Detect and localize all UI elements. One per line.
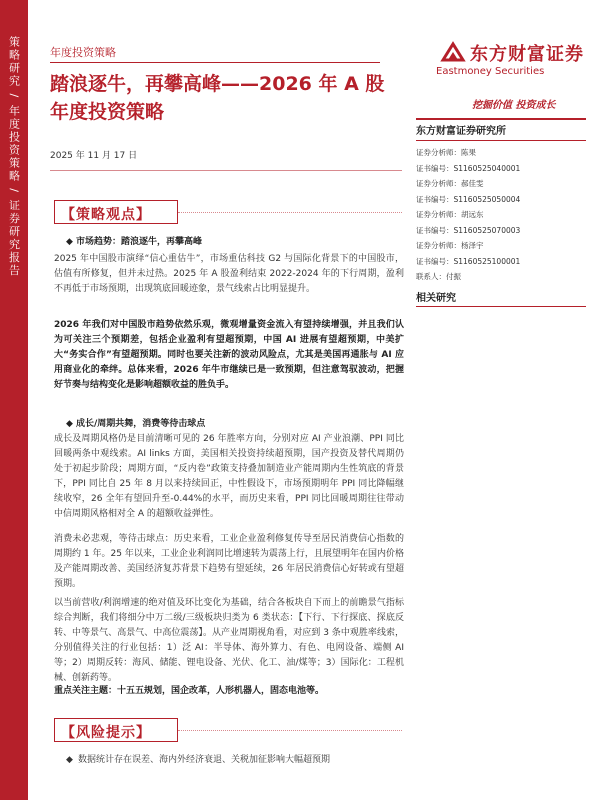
logo-text-cn: 东方财富证券 xyxy=(470,44,584,65)
analyst-cert: 证书编号：S1160525070003 xyxy=(416,225,521,235)
strategy-section-heading: 【策略观点】 xyxy=(54,200,178,224)
bullet-market-trend-text: 市场趋势：踏浪逐牛，再攀高峰 xyxy=(76,237,203,247)
related-research-heading: 相关研究 xyxy=(416,289,586,307)
diamond-bullet-icon: ◆ xyxy=(66,237,73,247)
analyst-cert: 证书编号：S1160525040001 xyxy=(416,163,521,173)
risk-section-rule xyxy=(178,730,402,731)
report-category: 年度投资策略 xyxy=(50,46,116,59)
paragraph-sector-states: 以当前营收/利润增速的绝对值及环比变化为基础，结合各板块自下而上的前瞻景气指标综合判断，我们将细分中万二级/三级板块归类为 6 类状态：【下行、下行探底、探底反转、中等景气、高景气、中高位震荡】。从产业周期视角看，对应到 3 条中观胜率线索，分别值得关注的行业包括：1）泛 AI：半导体、海外算力、有色、电网设备、端侧 AI 等；2）周期反转：海风、储能、锂电设备、光伏、化工、油/煤等；3）国际化：工程机械、创新药等。 xyxy=(54,598,404,683)
risk-item-text: 数据统计存在误差、海内外经济衰退、关税加征影响大幅超预期 xyxy=(78,755,331,765)
paragraph-outlook-2026: 2026 年我们对中国股市趋势依然乐观，微观增量资金流入有望持续增强，并且我们认为可关注三个预期差，包括企业盈利有望超预期，中国 AI 进展有望超预期，中美扩大“务实合作”有望超预期。同时也要关注新的波动风险点，尤其是美国再通胀与 AI 应用商业化的牵绊。总体来看，2026 年牛市继续已是一致预期，但注意驾驭波动，把握好节奏与结构变化是影响超额收益的胜负手。 xyxy=(54,320,404,390)
paragraph-consumption: 消费未必悲观，等待击球点：历史来看，工业企业盈利修复传导至居民消费信心指数的周期约 1 年。25 年以来，工业企业利润同比增速转为震荡上行，且展望明年在国内价格及产能周期改善、美国经济复苏背景下趋势有望延续，26 年居民消费信心好转或有望超预期。 xyxy=(54,534,404,589)
analyst-list xyxy=(416,145,586,285)
institute-title: 东方财富证券研究所 xyxy=(416,118,586,141)
risk-item xyxy=(66,752,330,765)
risk-section-heading: 【风险提示】 xyxy=(54,718,178,742)
analyst-cert: 证书编号：S1160525100001 xyxy=(416,256,521,266)
report-date: 2025 年 11 月 17 日 xyxy=(50,151,138,161)
analyst-name: 证券分析师：陈果 xyxy=(416,148,476,157)
side-band xyxy=(0,0,28,800)
diamond-bullet-icon: ◆ xyxy=(66,755,73,765)
header-divider xyxy=(50,62,380,63)
contact-person: 联系人：付振 xyxy=(416,272,461,281)
strategy-section-rule xyxy=(178,212,402,213)
analyst-sidebar xyxy=(416,118,586,307)
company-logo xyxy=(440,40,584,66)
bullet-growth-cycle xyxy=(66,416,205,429)
paragraph-market-2025: 2025 年中国股市演绎“信心重估牛”，市场重估科技 G2 与国际化背景下的中国股市，估值有所修复，但并未过热。2025 年 A 股盈利结束 2022-2024 年的下行周期，盈利不再低于市场预期，出现筑底回暖迹象，景气线索占比明显提升。 xyxy=(54,254,404,294)
company-tagline: 挖掘价值 投资成长 xyxy=(472,100,556,111)
paragraph-growth-cycle: 成长及周期风格仍是目前清晰可见的 26 年胜率方向，分别对应 AI 产业浪潮、PPI 同比回暖两条中观线索。AI links 方面，美国相关投资持续超预期，国产投资及替代周期仍处于初起步阶段；周期方面，“反内卷”政策支持叠加制造业产能周期内生性筑底的背景下，PPI 同比自 25 年 8 月以来持续回正，中性假设下，市场预期明年 PPI 同比降幅继续收窄，26 全年有望回升至-0.44%的水平，而历史来看，PPI 同比回暖周期往往带动中信周期风格相对全 A 的超额收益弹性。 xyxy=(54,434,404,519)
report-title: 踏浪逐牛，再攀高峰——2026 年 A 股年度投资策略 xyxy=(50,73,385,123)
analyst-name: 证券分析师：胡远东 xyxy=(416,210,484,219)
date-divider xyxy=(50,170,402,171)
analyst-cert: 证书编号：S1160525050004 xyxy=(416,194,521,204)
bullet-growth-cycle-text: 成长/周期共舞，消费等待击球点 xyxy=(76,419,206,429)
eastmoney-logo-icon xyxy=(440,40,466,66)
analyst-name: 证券分析师：杨泽宇 xyxy=(416,241,484,250)
analyst-name: 证券分析师：郝佳雯 xyxy=(416,179,484,188)
diamond-bullet-icon: ◆ xyxy=(66,419,73,429)
logo-text-en: Eastmoney Securities xyxy=(436,66,545,77)
paragraph-key-themes: 重点关注主题：十五五规划，国企改革，人形机器人，固态电池等。 xyxy=(54,686,325,696)
bullet-market-trend xyxy=(66,234,202,247)
side-band-text: 策略研究 / 年度投资策略 / 证券研究报告 xyxy=(7,36,21,278)
